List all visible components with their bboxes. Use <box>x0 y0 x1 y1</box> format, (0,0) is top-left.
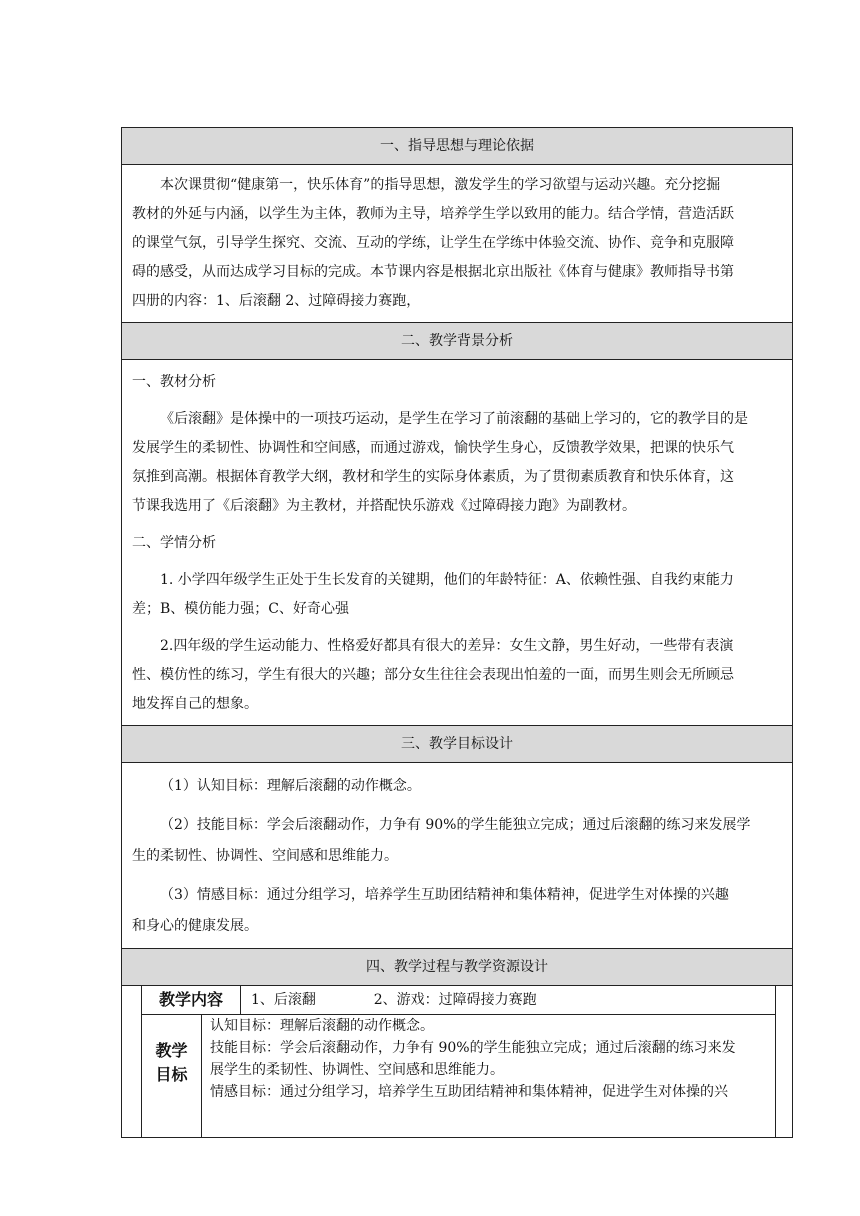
paragraph-line: 《后滚翻》是体操中的一项技巧运动，是学生在学习了前滚翻的基础上学习的，它的教学目的是 <box>160 411 748 427</box>
paragraph-line: 1. 小学四年级学生正处于生长发育的关键期，他们的年龄特征：A、依赖性强、自我约束能力 <box>160 572 734 588</box>
goal-row <box>142 1015 775 1137</box>
section-header-process: 四、教学过程与教学资源设计 <box>122 949 792 986</box>
goal-line: 展学生的柔韧性、协调性、空间感和思维能力。 <box>210 1062 504 1078</box>
paragraph-line: 氛推到高潮。根据体育教学大纲，教材和学生的实际身体素质，为了贯彻素质教育和快乐体育，这 <box>132 469 734 485</box>
paragraph-line: 四册的内容：1、后滚翻 2、过障碍接力赛跑， <box>132 293 421 309</box>
objective-affective: （3）情感目标：通过分组学习，培养学生互助团结精神和集体精神，促进学生对体操的兴趣 <box>160 887 729 903</box>
paragraph-line: 本次课贯彻“健康第一，快乐体育”的指导思想，激发学生的学习欲望与运动兴趣。充分挖掘 <box>160 177 721 193</box>
content-value: 1、后滚翻 2、游戏：过障碍接力赛跑 <box>251 992 537 1008</box>
goal-content <box>202 1015 775 1137</box>
paragraph-line: 差；B、模仿能力强；C、好奇心强 <box>132 601 349 617</box>
section-header-background: 二、教学背景分析 <box>122 323 792 360</box>
section-header-guiding-thought: 一、指导思想与理论依据 <box>122 128 792 165</box>
paragraph-line: 生的柔韧性、协调性、空间感和思维能力。 <box>132 848 398 864</box>
goal-label-line-1: 教学 <box>155 1041 188 1060</box>
section-body-background <box>122 360 792 726</box>
lesson-plan-table <box>121 127 793 1138</box>
paragraph-line: 碍的感受，从而达成学习目标的完成。本节课内容是根据北京出版社《体育与健康》教师指导书第 <box>132 264 734 280</box>
paragraph-line: 2.四年级的学生运动能力、性格爱好都具有很大的差异：女生文静，男生好动，一些带有表演 <box>160 638 734 654</box>
paragraph-line: 性、模仿性的练习，学生有很大的兴趣；部分女生往往会表现出怕羞的一面，而男生则会无所顾忌 <box>132 667 734 683</box>
objective-cognitive: （1）认知目标：理解后滚翻的动作概念。 <box>160 778 421 794</box>
goal-line: 技能目标：学会后滚翻动作，力争有 90%的学生能独立完成；通过后滚翻的练习来发 <box>210 1040 736 1056</box>
goal-line: 情感目标：通过分组学习，培养学生互助团结精神和集体精神，促进学生对体操的兴 <box>210 1084 728 1100</box>
paragraph-line: 发展学生的柔韧性、协调性和空间感，而通过游戏，愉快学生身心，反馈教学效果，把课的快乐气 <box>132 440 734 456</box>
paragraph-line: 节课我选用了《后滚翻》为主教材，并搭配快乐游戏《过障碍接力跑》为副教材。 <box>132 498 636 514</box>
subheading-material-analysis: 一、教材分析 <box>132 374 216 390</box>
content-label: 教学内容 <box>142 986 241 1014</box>
subheading-student-analysis: 二、学情分析 <box>132 535 216 551</box>
section-body-objectives <box>122 763 792 949</box>
content-row <box>142 986 775 1015</box>
process-inner-table <box>141 986 776 1137</box>
section-header-objectives: 三、教学目标设计 <box>122 726 792 763</box>
paragraph-line: 教材的外延与内涵，以学生为主体，教师为主导，培养学生学以致用的能力。结合学情，营造活跃 <box>132 206 734 222</box>
objective-skill: （2）技能目标：学会后滚翻动作，力争有 90%的学生能独立完成；通过后滚翻的练习来发展学 <box>160 817 751 833</box>
paragraph-line: 和身心的健康发展。 <box>132 918 258 934</box>
goal-label <box>142 1015 202 1137</box>
paragraph-line: 的课堂气氛，引导学生探究、交流、互动的学练，让学生在学练中体验交流、协作、竞争和克服障 <box>132 235 734 251</box>
goal-line: 认知目标：理解后滚翻的动作概念。 <box>210 1018 434 1034</box>
paragraph-line: 地发挥自己的想象。 <box>132 696 258 712</box>
section-body-guiding-thought <box>122 165 792 323</box>
goal-label-line-2: 目标 <box>155 1065 188 1084</box>
